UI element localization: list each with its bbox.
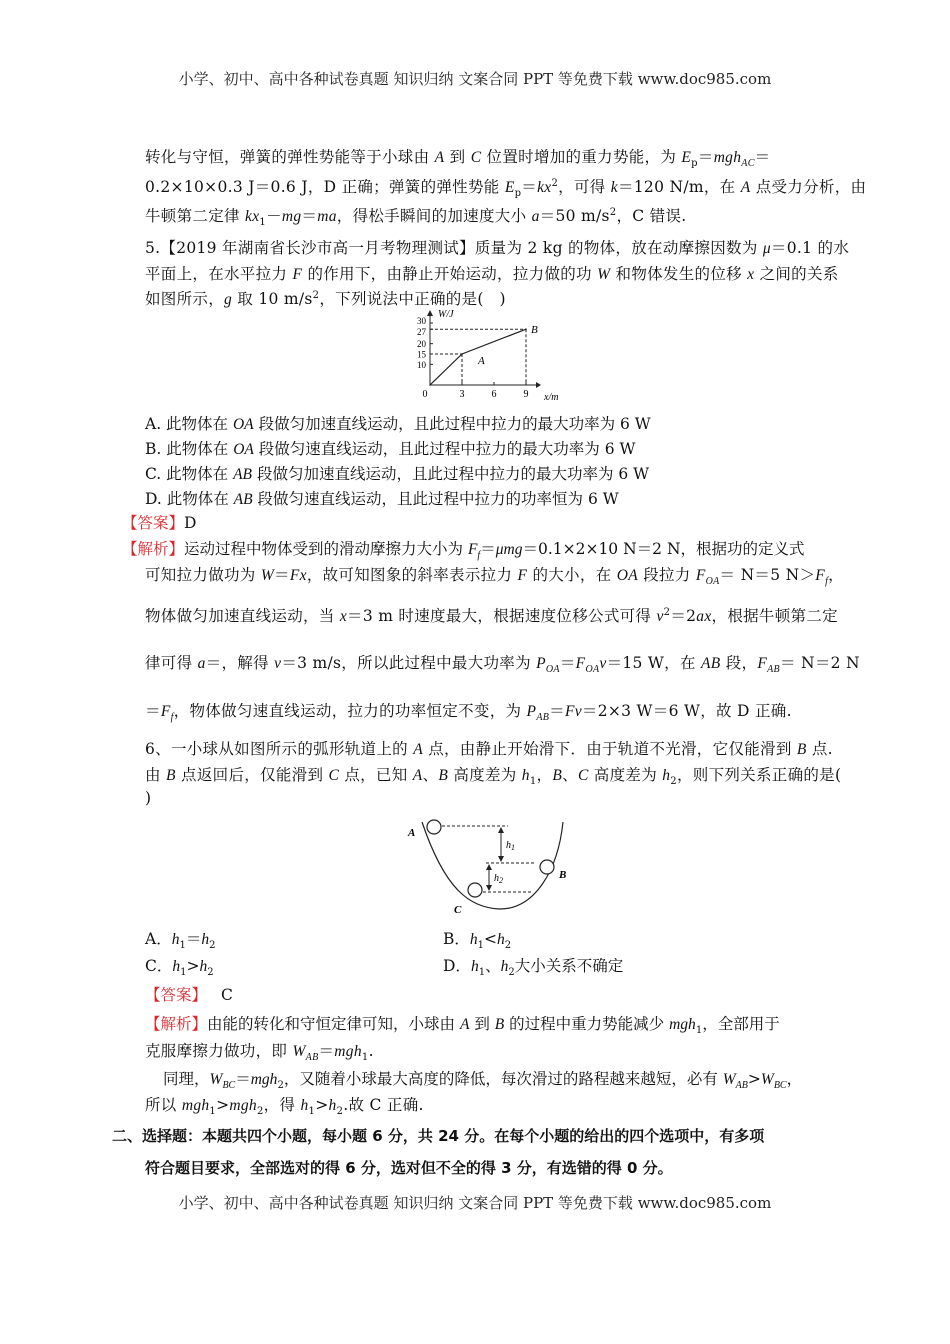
option-letter: B． (443, 930, 470, 948)
x-axis-label: x/m (544, 392, 559, 403)
text: 2 (670, 776, 677, 788)
text: F (517, 567, 528, 584)
prev-line-3 (145, 204, 686, 228)
text: F (467, 541, 478, 558)
text: 此物体在 (161, 415, 233, 433)
text: 2 (207, 967, 214, 979)
text: 大小关系不确定 (514, 957, 624, 975)
section-2-heading-line-2: 符合题目要求，全部选对的得 6 分，选对但不全的得 3 分，有选错的得 0 分。 (145, 1159, 673, 1177)
text: h (470, 958, 479, 975)
q5-analysis-line-5 (145, 699, 792, 723)
text: a (197, 655, 206, 672)
text: 2 (609, 206, 617, 218)
q6-option-d[interactable] (443, 954, 623, 978)
chart-ticks (417, 316, 529, 400)
q5-answer (122, 511, 196, 533)
text: 点. (806, 740, 833, 758)
text: － (266, 207, 282, 225)
option-letter: D. (145, 490, 162, 508)
text: 高度差为 (448, 766, 522, 784)
text: 此物体在 (161, 465, 234, 483)
text: 2 (336, 1106, 344, 1118)
q5-analysis-line-2 (145, 563, 844, 587)
text: AC (741, 158, 755, 170)
text: 点受力分析，由 (750, 178, 867, 196)
text: Fv (564, 703, 582, 720)
text: ＝ (274, 566, 290, 584)
text: ＝ (185, 930, 202, 948)
work-displacement-chart (398, 307, 568, 407)
text: 到 (444, 148, 471, 166)
text: F (757, 655, 768, 672)
text: ，得 (263, 1096, 301, 1114)
q5-stem-line-2 (145, 262, 839, 284)
text: ＝ (697, 148, 714, 166)
q6-option-c[interactable] (145, 954, 214, 978)
q5-stem-line-1 (145, 236, 849, 258)
text: 平面上，在水平拉力 (145, 265, 293, 283)
text: 律可得 (145, 654, 198, 672)
text: h (300, 1097, 309, 1114)
text: mgh (669, 1016, 696, 1033)
prev-line-2 (145, 175, 866, 199)
y-tick-label: 10 (417, 359, 426, 370)
q5-stem-line-3 (145, 287, 506, 309)
text: OA (233, 441, 254, 458)
text: ，根据牛顿第二定 (711, 607, 838, 625)
header-watermark: 小学、初中、高中各种试卷真题 知识归纳 文案合同 PPT 等免费下载 www.doc985.com (178, 70, 772, 88)
point-label-b: B (531, 324, 538, 337)
text: ，下列说法中正确的是( ) (319, 290, 506, 308)
text: p (691, 158, 698, 170)
text: 的过程中重力势能减少 (504, 1015, 670, 1033)
text: ＝ (318, 1042, 335, 1060)
text: > (186, 957, 200, 975)
text: . (368, 1042, 374, 1060)
text: B (796, 741, 807, 758)
chart-axes (427, 310, 541, 388)
text: kx (245, 208, 260, 225)
text: p (514, 188, 522, 200)
q6-stem-line-2 (145, 763, 841, 787)
text: mgh (229, 1097, 257, 1114)
text: g (224, 291, 233, 308)
text: f (825, 576, 829, 588)
text: 可知拉力做功为 (145, 566, 261, 584)
text: OA (585, 664, 600, 676)
text: ， (828, 566, 844, 584)
x-tick-label: 0 (422, 389, 428, 400)
data-point (525, 328, 527, 330)
text: mg (281, 208, 302, 225)
text: mgh (334, 1043, 362, 1060)
text: h (328, 1097, 337, 1114)
text: .故 C 正确. (343, 1096, 424, 1114)
text: A (412, 767, 423, 784)
text: OA (705, 576, 720, 588)
text: AB (700, 655, 721, 672)
label-c: C (454, 904, 462, 916)
text: ＝0.1×2×10 N＝2 N，根据功的定义式 (522, 540, 805, 558)
text: F (575, 655, 586, 672)
text: ＝ N＝5 N＞ (719, 566, 816, 584)
text: W (292, 1043, 306, 1060)
text: 2 (499, 876, 503, 885)
text: kx (537, 179, 552, 196)
text: ＝ (559, 654, 576, 672)
x-axis-arrow (536, 382, 541, 388)
text: 由 (145, 766, 167, 784)
label-h2 (494, 873, 503, 885)
text: h (497, 931, 505, 948)
text: AB (305, 1052, 319, 1064)
text: mgh (250, 1071, 278, 1088)
text: mgh (181, 1097, 210, 1114)
text: ＝ (521, 178, 538, 196)
label-h1 (506, 840, 515, 852)
text: 段做匀加速直线运动，且此过程中拉力的最大功率为 6 W (252, 465, 650, 483)
text: 2 (312, 289, 320, 301)
text: ，得松手瞬间的加速度大小 (336, 207, 532, 225)
option-letter: C. (145, 465, 162, 483)
text: x (339, 608, 348, 625)
q6-stem-line-3 (145, 789, 151, 807)
text: 2 (209, 940, 216, 952)
text: h (662, 767, 671, 784)
text: W (760, 1071, 774, 1088)
text: ＝50 m/s (539, 207, 610, 225)
text: ，物体做匀速直线运动，拉力的功率恒定不变，为 (173, 702, 527, 720)
text: 、 (422, 766, 439, 784)
text: 1 (180, 967, 187, 979)
x-tick-label: 6 (491, 389, 497, 400)
text: ax (696, 608, 712, 625)
text: AB (735, 1080, 748, 1092)
option-letter: C． (145, 957, 173, 975)
text: Fx (289, 567, 307, 584)
text: F (695, 567, 706, 584)
text: C (470, 149, 482, 166)
text: > (216, 1096, 230, 1114)
text: x (747, 266, 755, 283)
text: 如图所示， (145, 290, 225, 308)
text: 1 (511, 843, 515, 852)
footer-watermark: 小学、初中、高中各种试卷真题 知识归纳 文案合同 PPT 等免费下载 www.doc985.com (178, 1194, 772, 1212)
text: W (722, 1071, 736, 1088)
text: 2 (508, 967, 515, 979)
section-2-heading-line-1: 二、选择题：本题共四个小题，每小题 6 分，共 24 分。在每个小题的给出的四个选项中，有多项 (112, 1127, 765, 1145)
text: ＝ (754, 148, 771, 166)
text: 所以 (145, 1096, 182, 1114)
q5-option-a[interactable] (145, 412, 651, 434)
text: 6、一小球从如图所示的弧形轨道上的 (145, 740, 414, 758)
text: P (536, 655, 546, 672)
text: ) (145, 789, 152, 807)
label-a: A (408, 827, 416, 839)
text: 5.【2019 年湖南省长沙市高一月考物理测试】质量为 2 kg 的物体，放在动摩擦因数为 (145, 239, 763, 257)
text: C (328, 767, 340, 784)
text: ＝，解得 (205, 654, 275, 672)
text: 点，已知 (339, 766, 413, 784)
text: f (170, 712, 174, 724)
text: 2 (551, 177, 559, 189)
text: 物体做匀加速直线运动，当 (145, 607, 340, 625)
text: AB (767, 664, 780, 676)
text: 1 (477, 940, 485, 952)
text: h (171, 931, 180, 948)
text: 和物体发生的位移 (610, 265, 748, 283)
y-axis-arrow (427, 310, 433, 316)
text: F (815, 567, 826, 584)
q5-analysis-line-3 (145, 604, 838, 626)
y-tick-label: 30 (417, 316, 426, 326)
text: h (469, 931, 478, 948)
text: 的大小，在 (527, 566, 617, 584)
ball-c (468, 883, 482, 897)
text: 克服摩擦力做功，即 (145, 1042, 293, 1060)
y-tick-label: 20 (417, 339, 426, 350)
h1-arrowhead-bottom (498, 856, 504, 862)
q6-analysis-line-4 (145, 1093, 424, 1117)
option-letter: D． (443, 957, 471, 975)
point-label-a: A (478, 355, 485, 367)
option-letter: A. (145, 415, 162, 433)
text: k (610, 179, 618, 196)
text: ＝2 (670, 607, 697, 625)
text: 转化与守恒，弹簧的弹性势能等于小球由 (145, 148, 435, 166)
text: 点返回后，仅能滑到 (175, 766, 329, 784)
text: ，故可知图象的斜率表示拉力 (306, 566, 518, 584)
text: v (656, 608, 664, 625)
text: ＝ N＝2 N (779, 654, 860, 672)
text: 段做匀加速直线运动，且此过程中拉力的最大功率为 6 W (253, 415, 651, 433)
answer-label: 【答案】 (122, 514, 185, 532)
text: ，可得 (558, 178, 611, 196)
q6-option-a[interactable] (145, 927, 215, 951)
text: 此物体在 (161, 440, 234, 458)
text: ，又随着小球最大高度的降低，每次滑过的路程越来越短，必有 (283, 1070, 723, 1088)
analysis-label: 【解析】 (145, 1015, 208, 1033)
text: 、 (562, 766, 578, 784)
text: 1 (529, 776, 537, 788)
q6-option-b[interactable] (443, 927, 511, 951)
text: AB (233, 491, 253, 508)
text: ＝15 W，在 (606, 654, 701, 672)
text: 1 (695, 1025, 703, 1037)
text: ，全部用于 (702, 1015, 780, 1033)
text: A (413, 741, 423, 758)
text: AB (233, 466, 253, 483)
text: 取 10 m/s (232, 290, 313, 308)
text: mgh (713, 149, 742, 166)
q5-option-b[interactable] (145, 437, 635, 459)
text: ma (317, 208, 337, 225)
q5-analysis-line-1 (122, 537, 805, 561)
text: ，C 错误. (616, 207, 687, 225)
text: 段做匀速直线运动，且此过程中拉力的功率恒为 6 W (252, 490, 619, 508)
text: A (740, 179, 751, 196)
text: > (315, 1096, 329, 1114)
text: W (597, 266, 611, 283)
text: 牛顿第二定律 (145, 207, 246, 225)
text: 、 (485, 957, 501, 975)
text: 2 (256, 1106, 264, 1118)
text: 2 (277, 1080, 284, 1092)
prev-line-1 (145, 145, 770, 169)
text: 段拉力 (637, 566, 696, 584)
q5-option-d[interactable] (145, 487, 619, 509)
text: ＝ (480, 540, 496, 558)
text: 1 (361, 1052, 369, 1064)
text: ＝ (145, 702, 161, 720)
text: 此物体在 (161, 490, 234, 508)
text: A (459, 1016, 470, 1033)
text: ＝2×3 W＝6 W，故 D 正确. (581, 702, 792, 720)
text: OA (545, 664, 560, 676)
analysis-label: 【解析】 (122, 540, 185, 558)
text: ， (536, 766, 553, 784)
text: C (577, 767, 589, 784)
text: f (477, 550, 481, 562)
text: BC (222, 1080, 236, 1092)
q6-analysis-line-1 (145, 1012, 780, 1036)
text: 2 (663, 606, 671, 618)
text: ＝120 N/m，在 (617, 178, 741, 196)
q6-analysis-line-3 (163, 1067, 802, 1091)
ball-b (540, 860, 554, 874)
text: 同理， (163, 1070, 210, 1088)
text: ＝0.1 的水 (770, 239, 850, 257)
text: AB (536, 712, 550, 724)
text: ，则下列关系正确的是( (676, 766, 842, 784)
text: a (531, 208, 540, 225)
h2-arrowhead-top (486, 864, 492, 870)
text: 1 (259, 217, 267, 229)
text: 的作用下，由静止开始运动，拉力做的功 (302, 265, 598, 283)
q6-analysis-line-2 (145, 1039, 374, 1063)
text: F (292, 266, 303, 283)
answer-value: D (184, 514, 197, 532)
text: > (747, 1070, 761, 1088)
text: F (160, 703, 171, 720)
text: h (494, 873, 499, 884)
text: 运动过程中物体受到的滑动摩擦力大小为 (184, 540, 468, 558)
text: ， (786, 1070, 803, 1088)
text: 1 (308, 1106, 316, 1118)
text: 2 (504, 940, 512, 952)
y-axis-label: W/J (438, 309, 454, 320)
data-point (461, 353, 463, 355)
data-point (429, 384, 431, 386)
x-tick-label: 3 (459, 389, 465, 400)
text: OA (616, 567, 638, 584)
text: B (438, 767, 449, 784)
x-tick-label: 9 (523, 389, 529, 400)
text: P (526, 703, 537, 720)
text: h (506, 840, 511, 851)
text: h (199, 958, 208, 975)
text: BC (773, 1080, 787, 1092)
text: 位置时增加的重力势能，为 (481, 148, 682, 166)
y-tick-label: 27 (417, 327, 426, 338)
text: W (209, 1071, 223, 1088)
text: 高度差为 (588, 766, 663, 784)
text: 1 (478, 967, 486, 979)
text: E (681, 149, 692, 166)
text: 1 (179, 940, 186, 952)
text: B (166, 767, 176, 784)
text: h (521, 767, 530, 784)
h2-arrowhead-bottom (486, 885, 492, 891)
q6-answer (145, 983, 233, 1005)
q5-analysis-line-4 (145, 651, 860, 675)
text: v (274, 655, 282, 672)
text: ＝ (549, 702, 565, 720)
text: A (434, 149, 445, 166)
q6-stem-line-1 (145, 737, 833, 759)
text: μ (762, 240, 771, 257)
text: ＝ (235, 1070, 251, 1088)
answer-value: C (221, 986, 233, 1004)
text: h (172, 958, 181, 975)
ball-a (427, 820, 441, 834)
text: B (552, 767, 563, 784)
text: 由能的转化和守恒定律可知，小球由 (207, 1015, 460, 1033)
label-b: B (559, 869, 567, 881)
text: E (504, 179, 515, 196)
q5-option-c[interactable] (145, 462, 649, 484)
text: 段做匀速直线运动，且此过程中拉力的最大功率为 6 W (253, 440, 636, 458)
answer-label: 【答案】 (145, 986, 208, 1004)
text: v (599, 655, 607, 672)
curved-track-figure (396, 810, 586, 922)
text: ＝ (301, 207, 318, 225)
text: < (484, 930, 498, 948)
option-letter: A． (145, 930, 172, 948)
text: W (260, 567, 275, 584)
text: 之间的关系 (754, 265, 839, 283)
y-tick-label: 15 (417, 349, 426, 360)
text: 1 (209, 1106, 217, 1118)
text: ＝3 m/s，所以此过程中最大功率为 (281, 654, 537, 672)
option-letter: B. (145, 440, 162, 458)
text: 0.2×10×0.3 J＝0.6 J，D 正确；弹簧的弹性势能 (145, 178, 505, 196)
text: 点，由静止开始滑下．由于轨道不光滑，它仅能滑到 (422, 740, 797, 758)
text: 到 (469, 1015, 495, 1033)
text: h (500, 958, 509, 975)
h1-arrowhead-top (498, 827, 504, 833)
text: μmg (495, 541, 523, 558)
text: B (494, 1016, 505, 1033)
text: OA (232, 416, 254, 433)
text: 段， (720, 654, 758, 672)
text: ＝3 m 时速度最大，根据速度位移公式可得 (347, 607, 657, 625)
text: h (201, 931, 210, 948)
